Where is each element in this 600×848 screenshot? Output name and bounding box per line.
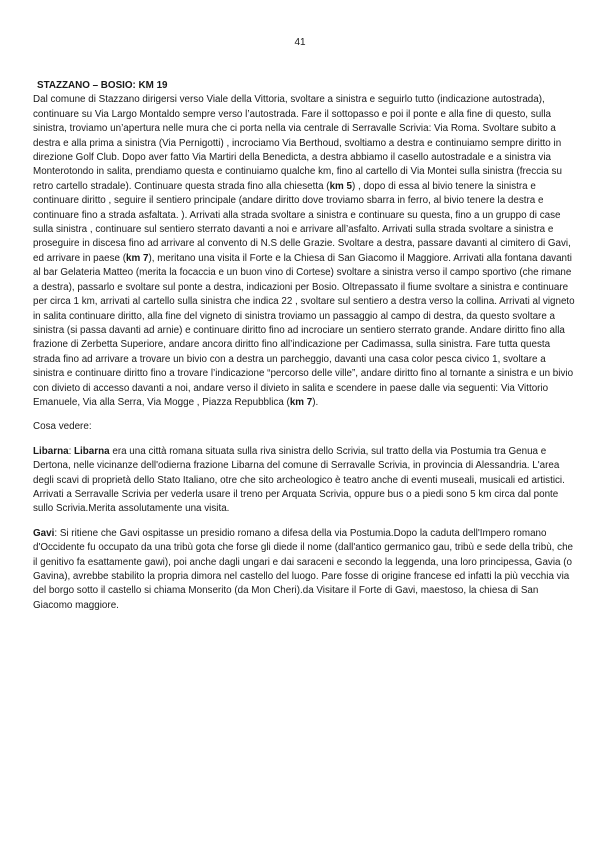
route-text: ) , dopo di essa al bivio tenere la sinistra e continuare diritto , seguire il sentiero principale (andare diritto dove troviamo sbarra in ferro, al bivio tenere la destra e continuare fino a strada asfaltata. ). Arrivati alla strada svoltare a sinistra e continuare su questa, fino a un gruppo di case sulla sinistra , continuare sul sentiero sterrato davanti a noi e arrivare all’asfalto. Arrivati sulla strada svoltare a sinistra e proseguire in discesa fino ad arrivare al convento di N.S delle Grazie. Svoltare a destra, passare davanti al cimitero di Gavi, ed arrivare in paese (	[33, 180, 571, 264]
page-content	[33, 79, 575, 613]
libarna-term: Libarna	[74, 445, 110, 457]
gavi-term: Gavi	[33, 527, 55, 539]
section-title: STAZZANO – BOSIO: KM 19	[37, 80, 168, 91]
libarna-text: era una città romana situata sulla riva sinistra dello Scrivia, sul tratto della via Postumia tra Genua e Dertona, nelle vicinanze dell'odierna frazione Libarna del comune di Serravalle Scrivia, in provincia di Alessandria. L'area degli scavi di proprietà dello Stato Italiano, otre che sito archeologico è teatro anche di eventi museali, musicali ed artistici. Arrivati a Serravalle Scrivia per vederla usare il treno per Arquata Scrivia, oppure bus o a piedi sono 5 km circa dal ponte sullo Scrivia.Merita assolutamente una visita.	[33, 445, 565, 515]
route-text: ).	[312, 396, 319, 408]
route-text: ), meritano una visita il Forte e la Chiesa di San Giacomo il Maggiore. Arrivati alla fontana davanti al bar Gelateria Matteo (merita la focaccia e un buon vino di Cortese) svoltare a sinistra verso il campo sportivo (che rimane a destra), passarlo e svoltare sul ponte a destra, indicazioni per Bosio. Oltrepassato il fiume svoltare a sinistra e continuare per circa 1 km, arrivati al cartello sulla sinistra che indica 22 , svoltare sul sentiero a destra verso la collina. Arrivati al vigneto in salita continuare diritto, alla fine del vigneto di sinistra troviamo un passaggio al campo di destra, da questo svoltare a sinistra (si passa davanti ad arnie) e continuare diritto fino ad incrociare un sentiero sterrato grande. Andare diritto fino alla frazione di Zerbetta Superiore, andare ancora diritto fino all’indicazione per Cadimassa, sulla sinistra. Fare tutta questa strada fino ad arrivare a trovare un bivio con a destra un parcheggio, davanti una casa color pesca civico 1, svoltare a sinistra e continuare diritto fino a trovare l’indicazione “percorso delle ville”, andare diritto fino al tornante a sinistra e un bivio con divieto di accesso davanti a noi, andare verso il divieto in salita e scendere in paese dalle via seguenti: Via Vittorio Emanuele, Via alla Serra, Via Mogge , Piazza Repubblica (	[33, 252, 575, 408]
route-paragraph	[33, 93, 575, 410]
gavi-paragraph	[33, 527, 575, 613]
route-distance: km 7	[126, 252, 149, 264]
libarna-paragraph	[33, 445, 575, 517]
gavi-text: : Si ritiene che Gavi ospitasse un presidio romano a difesa della via Postumia.Dopo la caduta dell'Impero romano d'Occidente fu occupato da una tribù gota che forse gli diede il nome (dall'antico germanico gau, tribù e sede della tribù, che il genitivo fa esattamente gawi), poi anche dagli ungari e dai saraceni e secondo la leggenda, una loro principessa, Gavia (o Gavina), avrebbe stabilito la propria dimora nel castello del luogo. Pare fosse di origine francese ed infatti la più vecchia via del borgo sotto il castello si chiama Monserito (da Mon Cheri).da Visitare il Forte di Gavi, maestoso, la chiesa di San Giacomo maggiore.	[33, 527, 574, 611]
route-distance: km 7	[289, 396, 313, 408]
page-number: 41	[294, 37, 306, 48]
route-text: Dal comune di Stazzano dirigersi verso Viale della Vittoria, svoltare a sinistra e seguirlo tutto (indicazione autostrada), continuare su Via Largo Montaldo sempre verso l’autostrada. Fare il sottopasso e poi il ponte e alla fine di questo, sulla sinistra, troviamo un’apertura nelle mura che ci porta nella via centrale di Serravalle Scrivia: Via Roma. Svoltare subito a destra e alla prima a sinistra (Via Pernigotti) , incrociamo Via Berthoud, svoltiamo a destra e continuiamo sempre diritto in direzione Golf Club. Dopo aver fatto Via Martiri della Benedicta, a destra abbiamo il casello autostradale e a sinistra via Monterotondo in salita, prendiamo questa e continuiamo qualche km, fino al cartello di Via Montei sulla sinistra (freccia su retro cartello stradale). Continuare questa strada fino alla chiesetta (	[33, 94, 562, 192]
cosa-vedere-heading: Cosa vedere:	[33, 421, 92, 433]
route-distance: km 5	[329, 180, 352, 192]
libarna-term: Libarna	[33, 445, 69, 457]
libarna-text: :	[68, 445, 75, 457]
